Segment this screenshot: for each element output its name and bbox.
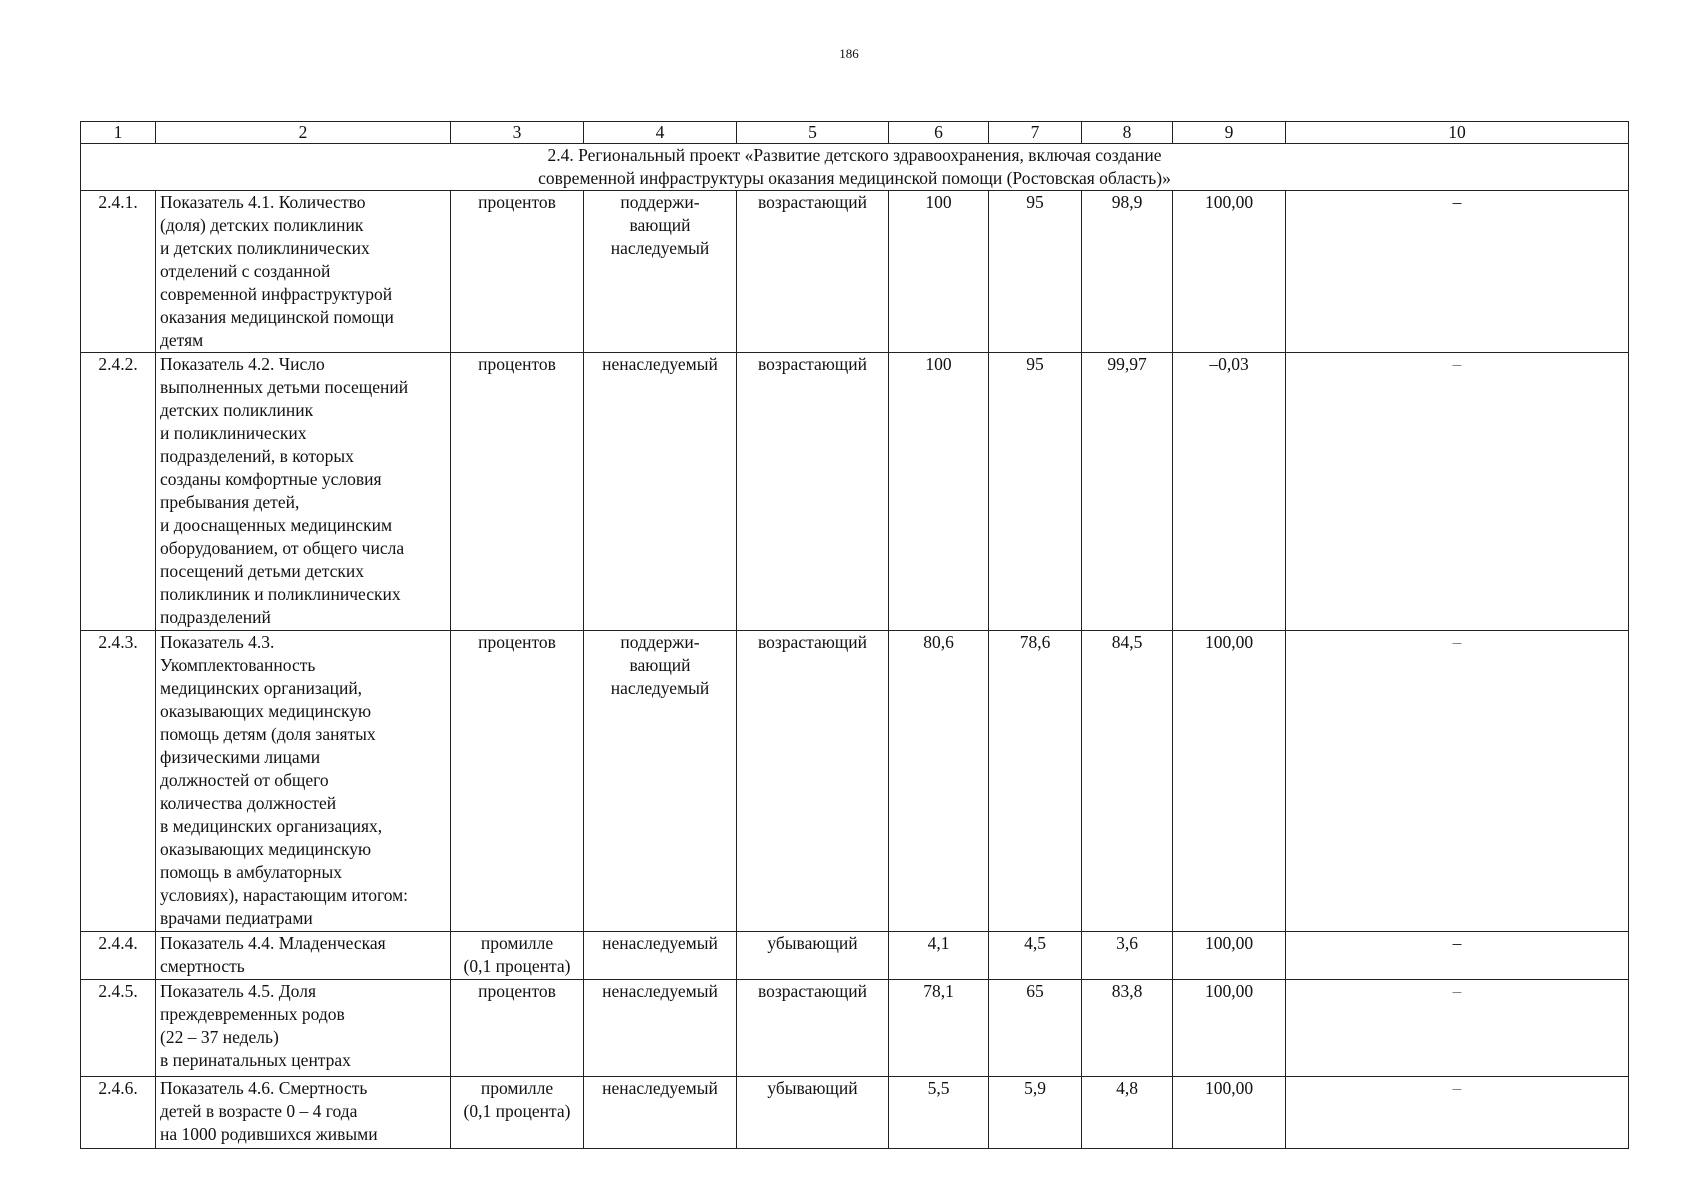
indicator-name: Показатель 4.5. Доля преждевременных родов (22 – 37 недель) в перинатальных центрах — [156, 980, 451, 1077]
direction: убывающий — [737, 1077, 889, 1149]
value-col8: 83,8 — [1082, 980, 1173, 1077]
indicator-name: Показатель 4.6. Смертность детей в возрасте 0 – 4 года на 1000 родившихся живыми — [156, 1077, 451, 1149]
row-number: 2.4.6. — [81, 1077, 156, 1149]
value-col7: 95 — [989, 191, 1082, 353]
row-number: 2.4.4. — [81, 932, 156, 980]
indicator-name: Показатель 4.1. Количество (доля) детских поликлиник и детских поликлинических отделений с созданной современной инфраструктурой оказания медицинской помощи детям — [156, 191, 451, 353]
value-col8: 84,5 — [1082, 631, 1173, 932]
table-row — [81, 353, 1629, 631]
unit: процентов — [451, 353, 584, 631]
value-col7: 4,5 — [989, 932, 1082, 980]
value-col6: 80,6 — [889, 631, 989, 932]
value-col6: 100 — [889, 353, 989, 631]
value-col10: – — [1286, 631, 1629, 932]
indicator-type: ненаследуемый — [584, 932, 737, 980]
value-col9: 100,00 — [1173, 932, 1286, 980]
row-number: 2.4.3. — [81, 631, 156, 932]
indicators-table — [80, 121, 1629, 1149]
indicator-type: поддержи- вающий наследуемый — [584, 631, 737, 932]
column-header: 2 — [156, 122, 451, 144]
unit: промилле (0,1 процента) — [451, 932, 584, 980]
table-row — [81, 932, 1629, 980]
value-col9: 100,00 — [1173, 191, 1286, 353]
value-col6: 100 — [889, 191, 989, 353]
section-title: 2.4. Региональный проект «Развитие детского здравоохранения, включая создание современной инфраструктуры оказания медицинской помощи (Ростовская область)» — [81, 144, 1629, 191]
value-col10: – — [1286, 932, 1629, 980]
column-header: 1 — [81, 122, 156, 144]
column-header: 3 — [451, 122, 584, 144]
value-col8: 98,9 — [1082, 191, 1173, 353]
value-col10: – — [1286, 353, 1629, 631]
column-number-row — [81, 122, 1629, 144]
indicator-type: поддержи- вающий наследуемый — [584, 191, 737, 353]
row-number: 2.4.2. — [81, 353, 156, 631]
column-header: 6 — [889, 122, 989, 144]
column-header: 7 — [989, 122, 1082, 144]
direction: возрастающий — [737, 631, 889, 932]
indicator-type: ненаследуемый — [584, 980, 737, 1077]
value-col7: 78,6 — [989, 631, 1082, 932]
value-col6: 4,1 — [889, 932, 989, 980]
direction: возрастающий — [737, 353, 889, 631]
value-col10: – — [1286, 980, 1629, 1077]
column-header: 10 — [1286, 122, 1629, 144]
unit: процентов — [451, 980, 584, 1077]
section-row — [81, 144, 1629, 191]
unit: промилле (0,1 процента) — [451, 1077, 584, 1149]
page-number: 186 — [839, 46, 859, 61]
value-col8: 4,8 — [1082, 1077, 1173, 1149]
value-col6: 5,5 — [889, 1077, 989, 1149]
value-col6: 78,1 — [889, 980, 989, 1077]
value-col7: 5,9 — [989, 1077, 1082, 1149]
value-col8: 3,6 — [1082, 932, 1173, 980]
indicator-type: ненаследуемый — [584, 353, 737, 631]
unit: процентов — [451, 631, 584, 932]
value-col7: 65 — [989, 980, 1082, 1077]
table-row — [81, 1077, 1629, 1149]
table-row — [81, 980, 1629, 1077]
indicator-name: Показатель 4.4. Младенческая смертность — [156, 932, 451, 980]
table-row — [81, 191, 1629, 353]
direction: возрастающий — [737, 191, 889, 353]
unit: процентов — [451, 191, 584, 353]
column-header: 5 — [737, 122, 889, 144]
value-col9: 100,00 — [1173, 1077, 1286, 1149]
value-col9: 100,00 — [1173, 980, 1286, 1077]
indicator-type: ненаследуемый — [584, 1077, 737, 1149]
table-row — [81, 631, 1629, 932]
value-col10: – — [1286, 1077, 1629, 1149]
column-header: 4 — [584, 122, 737, 144]
direction: возрастающий — [737, 980, 889, 1077]
column-header: 8 — [1082, 122, 1173, 144]
indicator-name: Показатель 4.3. Укомплектованность медицинских организаций, оказывающих медицинскую помощь детям (доля занятых физическими лицами должностей от общего количества должностей в медицинских организациях, оказывающих медицинскую помощь в амбулаторных условиях), нарастающим итогом: врачами педиатрами — [156, 631, 451, 932]
indicator-name: Показатель 4.2. Число выполненных детьми посещений детских поликлиник и поликлинических подразделений, в которых созданы комфортные условия пребывания детей, и дооснащенных медицинским оборудованием, от общего числа посещений детьми детских поликлиник и поликлинических подразделений — [156, 353, 451, 631]
row-number: 2.4.5. — [81, 980, 156, 1077]
column-header: 9 — [1173, 122, 1286, 144]
direction: убывающий — [737, 932, 889, 980]
value-col10: – — [1286, 191, 1629, 353]
value-col9: 100,00 — [1173, 631, 1286, 932]
value-col8: 99,97 — [1082, 353, 1173, 631]
row-number: 2.4.1. — [81, 191, 156, 353]
value-col7: 95 — [989, 353, 1082, 631]
value-col9: –0,03 — [1173, 353, 1286, 631]
